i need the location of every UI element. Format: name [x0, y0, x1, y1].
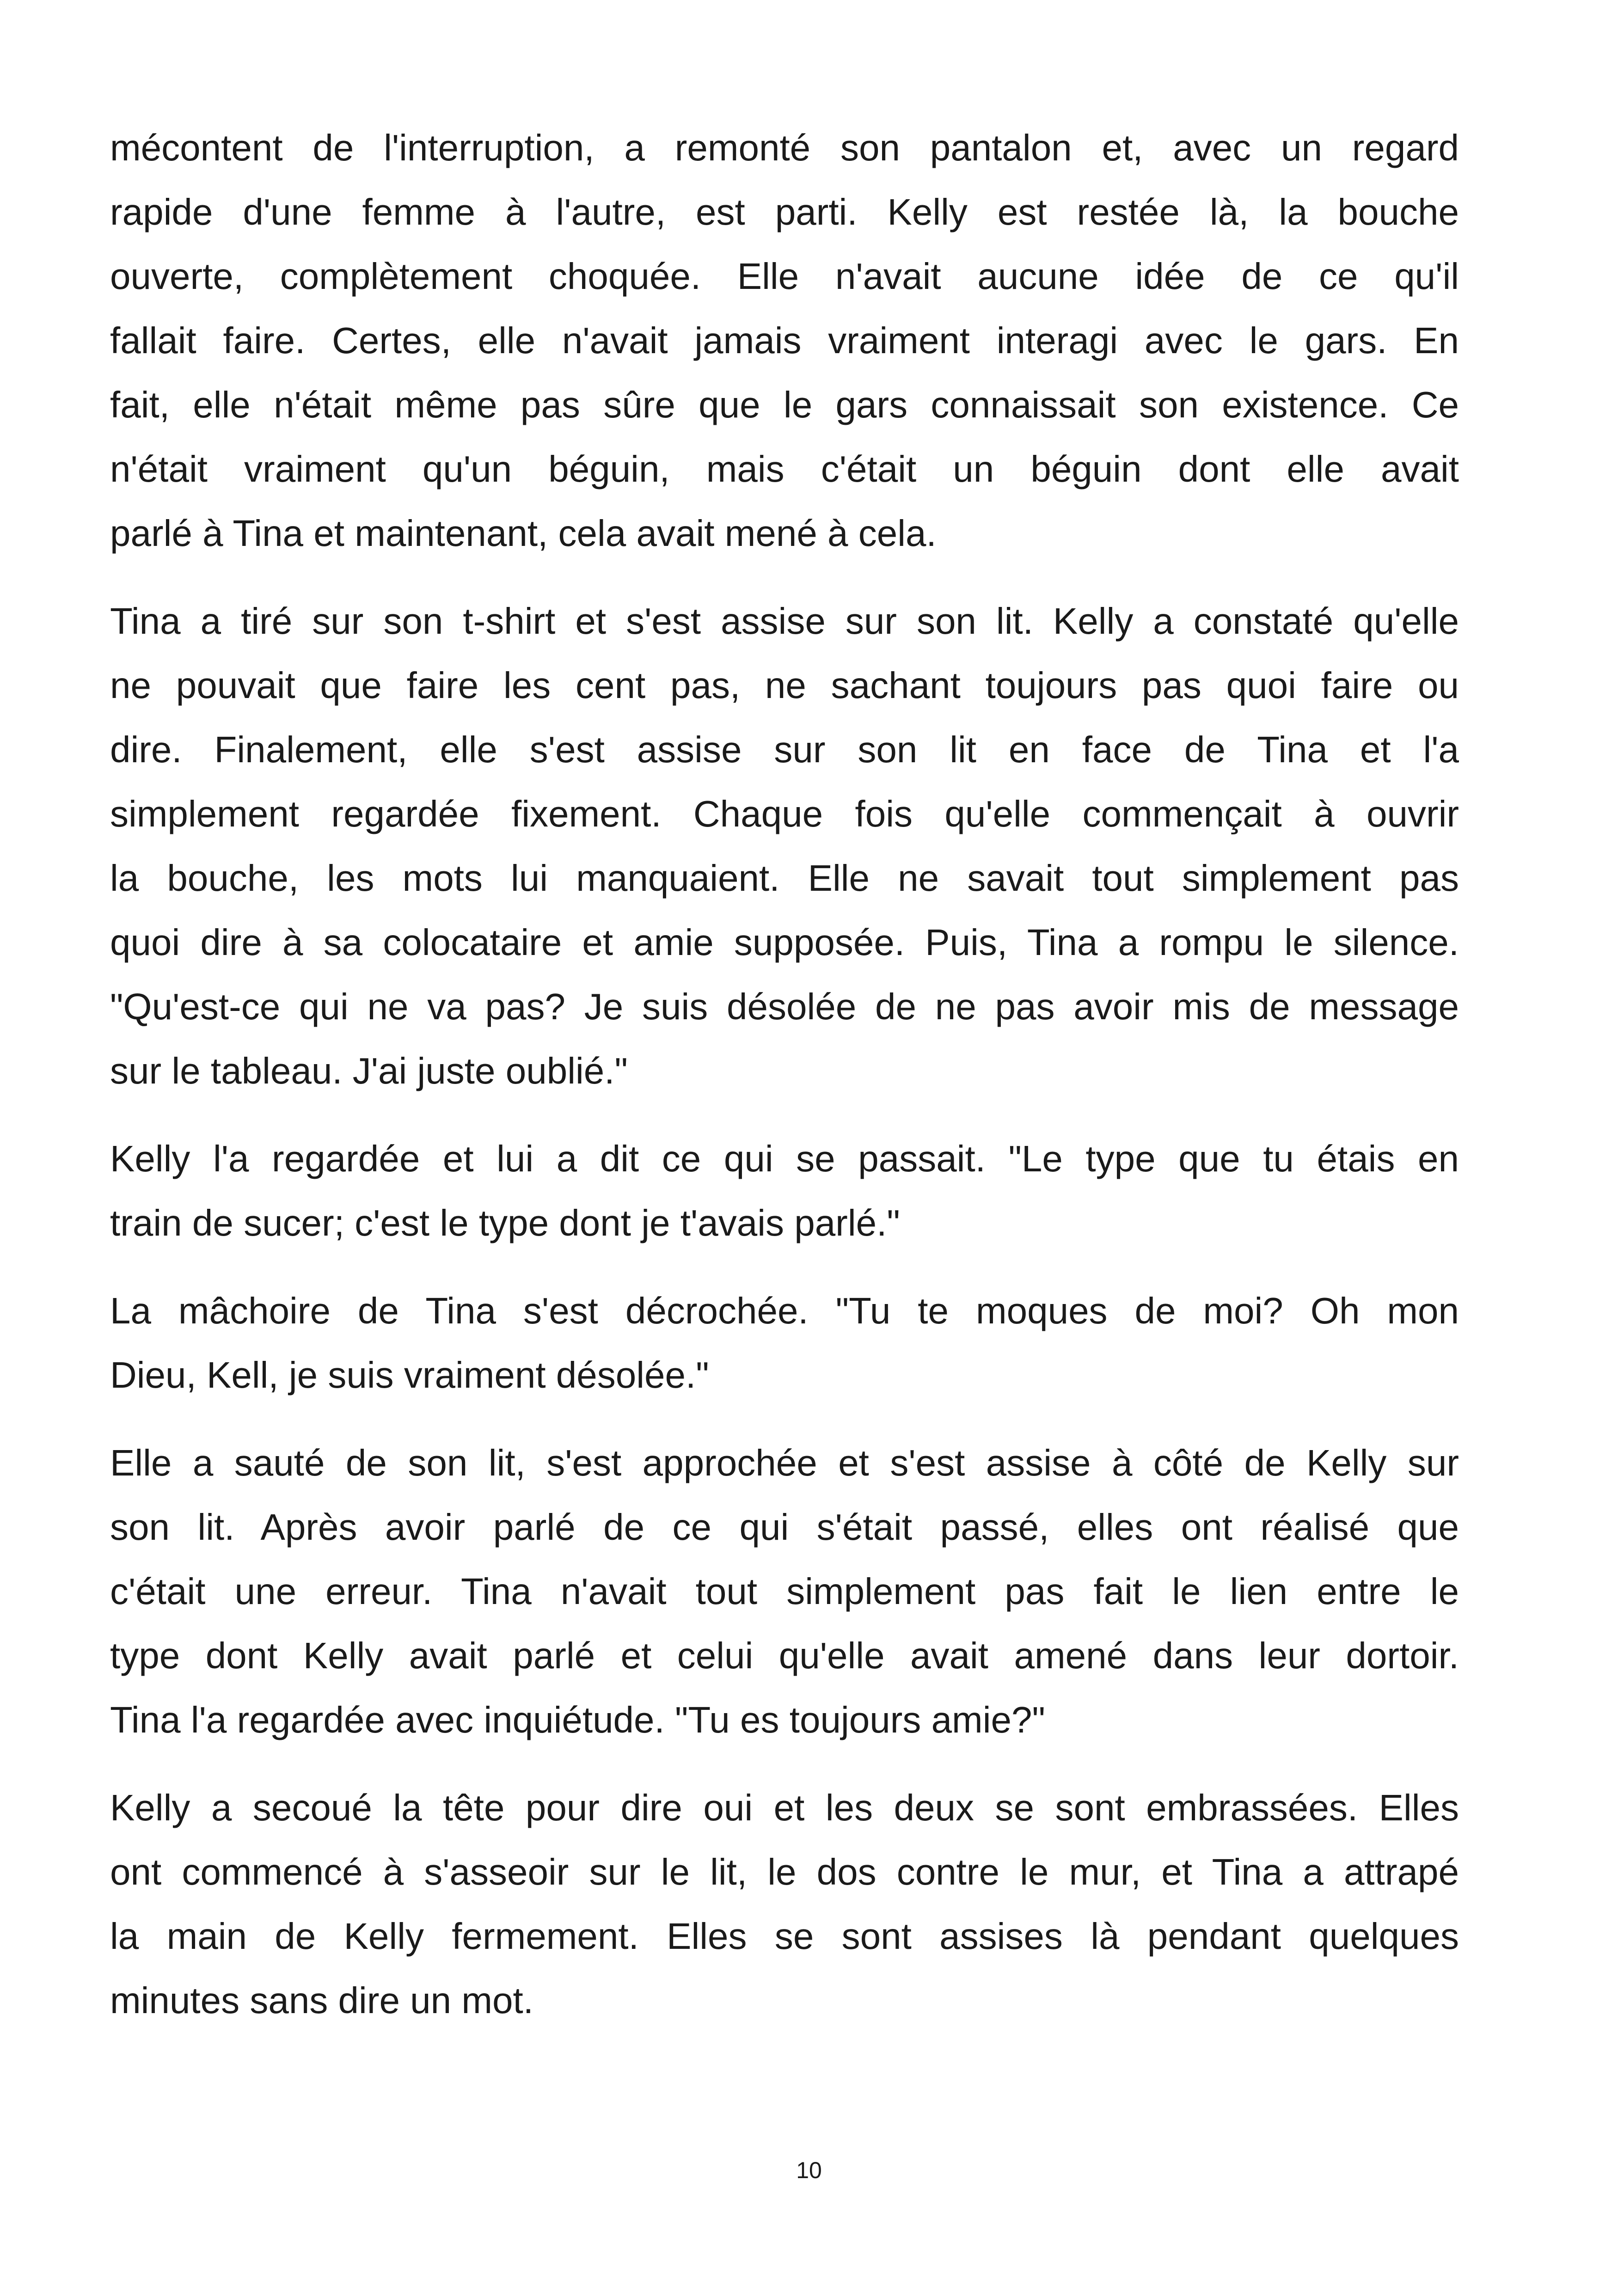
text-line: ne pouvait que faire les cent pas, ne sachant toujours pas quoi faire ou — [110, 665, 1459, 706]
text-line: ouverte, complètement choquée. Elle n'avait aucune idée de ce qu'il — [110, 256, 1459, 297]
text-line: rapide d'une femme à l'autre, est parti. Kelly est restée là, la bouche — [110, 191, 1459, 233]
text-line: Tina a tiré sur son t-shirt et s'est assise sur son lit. Kelly a constaté qu'elle — [110, 600, 1459, 642]
text-line: parlé à Tina et maintenant, cela avait mené à cela. — [110, 513, 937, 554]
text-line: fallait faire. Certes, elle n'avait jamais vraiment interagi avec le gars. En — [110, 320, 1459, 361]
body-text — [110, 116, 1459, 2056]
text-line: quoi dire à sa colocataire et amie supposée. Puis, Tina a rompu le silence. — [110, 922, 1459, 963]
text-line: dire. Finalement, elle s'est assise sur son lit en face de Tina et l'a — [110, 729, 1459, 770]
text-line: minutes sans dire un mot. — [110, 1980, 533, 2021]
paragraph — [110, 1279, 1459, 1407]
text-line: la bouche, les mots lui manquaient. Elle ne savait tout simplement pas — [110, 857, 1459, 899]
text-line: fait, elle n'était même pas sûre que le gars connaissait son existence. Ce — [110, 384, 1459, 425]
text-line: Kelly a secoué la tête pour dire oui et les deux se sont embrassées. Elles — [110, 1787, 1459, 1828]
text-line: Dieu, Kell, je suis vraiment désolée." — [110, 1354, 709, 1396]
text-line: Kelly l'a regardée et lui a dit ce qui se passait. "Le type que tu étais en — [110, 1138, 1459, 1179]
paragraph — [110, 116, 1459, 565]
text-line: "Qu'est-ce qui ne va pas? Je suis désolée de ne pas avoir mis de message — [110, 986, 1459, 1027]
text-line: Tina l'a regardée avec inquiétude. "Tu es toujours amie?" — [110, 1699, 1045, 1740]
paragraph — [110, 1776, 1459, 2033]
text-line: train de sucer; c'est le type dont je t'avais parlé." — [110, 1202, 900, 1243]
text-line: son lit. Après avoir parlé de ce qui s'était passé, elles ont réalisé que — [110, 1506, 1459, 1548]
page-number: 10 — [796, 2157, 822, 2183]
text-line: n'était vraiment qu'un béguin, mais c'était un béguin dont elle avait — [110, 448, 1459, 490]
paragraph — [110, 589, 1459, 1103]
text-line: ont commencé à s'asseoir sur le lit, le dos contre le mur, et Tina a attrapé — [110, 1851, 1459, 1892]
text-line: sur le tableau. J'ai juste oublié." — [110, 1050, 628, 1091]
text-line: c'était une erreur. Tina n'avait tout simplement pas fait le lien entre le — [110, 1571, 1459, 1612]
paragraph — [110, 1127, 1459, 1255]
text-line: Elle a sauté de son lit, s'est approchée et s'est assise à côté de Kelly sur — [110, 1442, 1459, 1483]
text-line: mécontent de l'interruption, a remonté son pantalon et, avec un regard — [110, 127, 1459, 168]
paragraph — [110, 1431, 1459, 1752]
text-line: simplement regardée fixement. Chaque fois qu'elle commençait à ouvrir — [110, 793, 1459, 834]
text-line: type dont Kelly avait parlé et celui qu'elle avait amené dans leur dortoir. — [110, 1635, 1459, 1676]
text-line: la main de Kelly fermement. Elles se sont assises là pendant quelques — [110, 1916, 1459, 1957]
text-line: La mâchoire de Tina s'est décrochée. "Tu te moques de moi? Oh mon — [110, 1290, 1459, 1331]
